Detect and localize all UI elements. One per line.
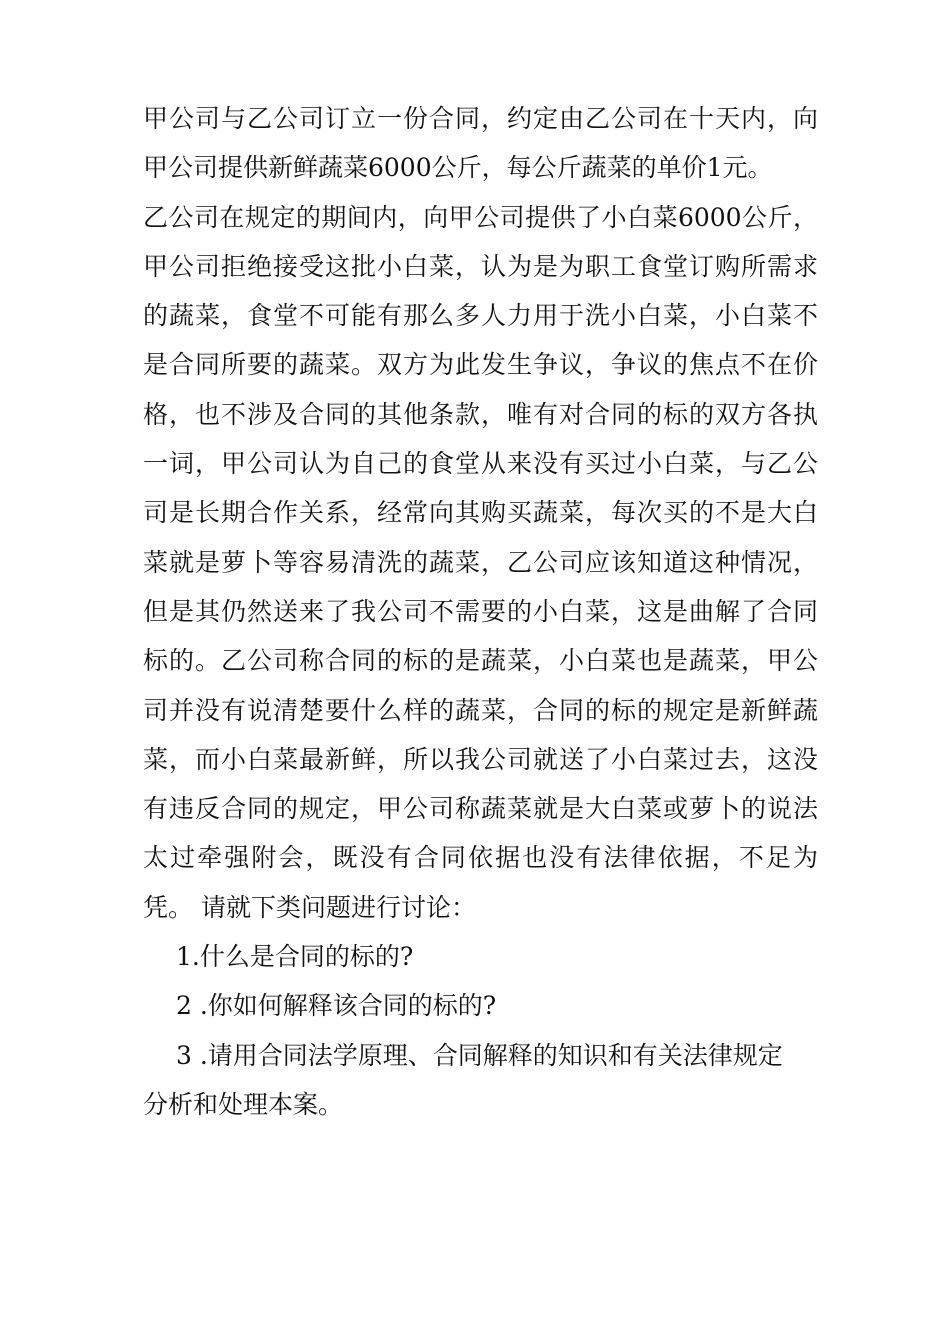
question-1: 1.什么是合同的标的?: [176, 942, 414, 972]
body-line-11: 但是其仍然送来了我公司不需要的小白菜，这是曲解了合同: [143, 596, 818, 626]
body-line-8: 一词，甲公司认为自己的食堂从来没有买过小白菜，与乙公: [143, 449, 818, 479]
body-line-2: 甲公司提供新鲜蔬菜6000公斤，每公斤蔬菜的单价1元。: [143, 153, 773, 183]
body-line-13: 司并没有说清楚要什么样的蔬菜，合同的标的规定是新鲜蔬: [143, 695, 818, 725]
body-line-4: 甲公司拒绝接受这批小白菜，认为是为职工食堂订购所需求: [143, 251, 818, 281]
body-line-7: 格，也不涉及合同的其他条款，唯有对合同的标的双方各执: [143, 399, 818, 429]
question-3-continuation: 分析和处理本案。: [143, 1089, 344, 1119]
body-line-10: 菜就是萝卜等容易清洗的蔬菜，乙公司应该知道这种情况，: [143, 547, 818, 577]
body-line-6: 是合同所要的蔬菜。双方为此发生争议，争议的焦点不在价: [143, 350, 818, 380]
body-line-14: 菜，而小白菜最新鲜，所以我公司就送了小白菜过去，这没: [143, 744, 818, 774]
body-line-17: 凭。 请就下类问题进行讨论：: [143, 892, 476, 922]
body-line-1: 甲公司与乙公司订立一份合同，约定由乙公司在十天内，向: [143, 104, 818, 133]
question-3: 3 .请用合同法学原理、合同解释的知识和有关法律规定: [176, 1040, 783, 1070]
question-2: 2 .你如何解释该合同的标的?: [176, 991, 497, 1021]
body-line-16: 太过牵强附会，既没有合同依据也没有法律依据，不足为: [143, 843, 818, 873]
body-line-3: 乙公司在规定的期间内，向甲公司提供了小白菜6000公斤，: [143, 202, 818, 232]
body-line-12: 标的。乙公司称合同的标的是蔬菜，小白菜也是蔬菜，甲公: [143, 646, 818, 676]
body-line-5: 的蔬菜，食堂不可能有那么多人力用于洗小白菜，小白菜不: [143, 301, 818, 331]
case-text: [143, 94, 818, 1129]
body-line-15: 有违反合同的规定，甲公司称蔬菜就是大白菜或萝卜的说法: [143, 794, 818, 824]
body-line-9: 司是长期合作关系，经常向其购买蔬菜，每次买的不是大白: [143, 498, 818, 528]
